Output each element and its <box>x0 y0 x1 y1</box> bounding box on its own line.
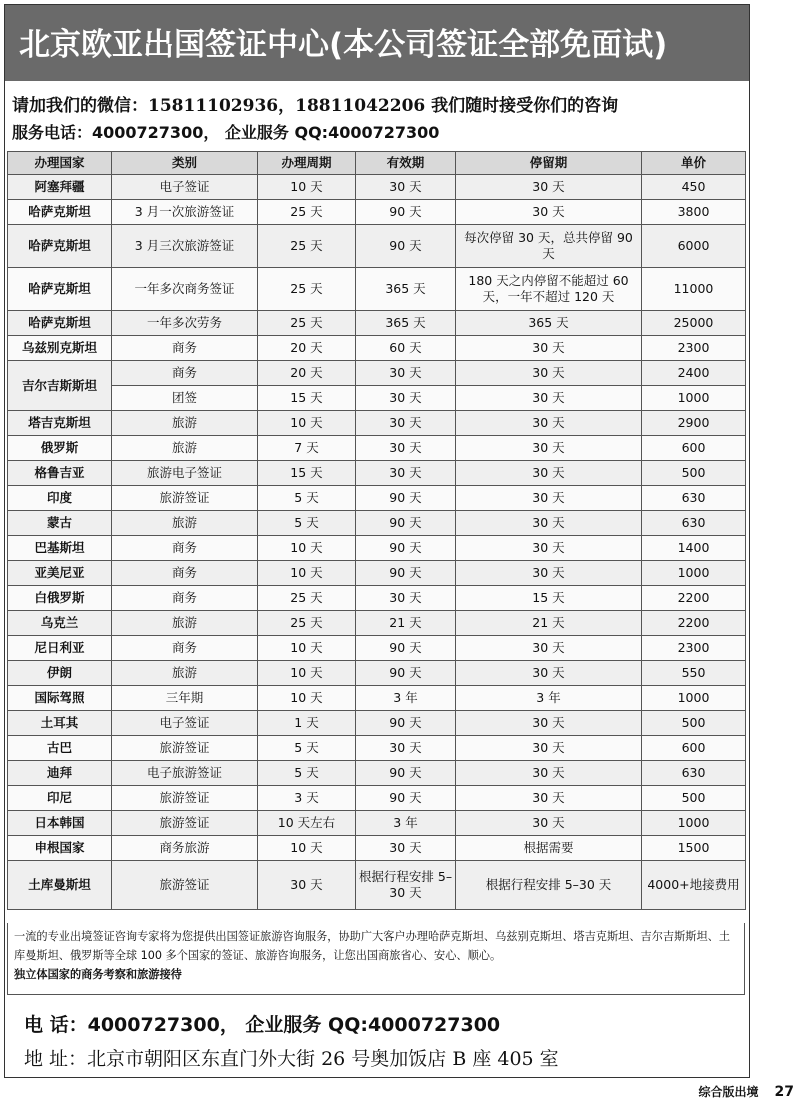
cell-stay: 30 天 <box>456 361 642 386</box>
cell-stay: 根据需要 <box>456 836 642 861</box>
cell-country: 乌兹别克斯坦 <box>8 336 112 361</box>
header-validity: 有效期 <box>356 152 456 175</box>
cell-stay: 30 天 <box>456 175 642 200</box>
cell-country: 迪拜 <box>8 761 112 786</box>
table-row <box>8 311 746 336</box>
cell-type: 旅游签证 <box>112 811 258 836</box>
cell-stay: 30 天 <box>456 636 642 661</box>
table-row <box>8 586 746 611</box>
cell-country: 土耳其 <box>8 711 112 736</box>
visa-price-table <box>7 151 746 910</box>
cell-type: 商务 <box>112 536 258 561</box>
cell-country: 尼日利亚 <box>8 636 112 661</box>
wechat-line: 请加我们的微信：15811102936，18811042206 我们随时接受你们的咨询 <box>12 96 619 116</box>
cell-country: 蒙古 <box>8 511 112 536</box>
cell-type: 电子签证 <box>112 175 258 200</box>
cell-period: 3 天 <box>258 786 356 811</box>
cell-stay: 30 天 <box>456 711 642 736</box>
cell-stay: 30 天 <box>456 336 642 361</box>
visa-table-wrap <box>7 151 745 910</box>
cell-type: 旅游 <box>112 436 258 461</box>
cell-validity: 30 天 <box>356 436 456 461</box>
cell-stay: 30 天 <box>456 436 642 461</box>
table-row <box>8 786 746 811</box>
cell-validity: 90 天 <box>356 200 456 225</box>
cell-stay: 180 天之内停留不能超过 60 天，一年不超过 120 天 <box>456 268 642 311</box>
cell-country: 白俄罗斯 <box>8 586 112 611</box>
cell-period: 1 天 <box>258 711 356 736</box>
cell-period: 10 天 <box>258 636 356 661</box>
cell-period: 10 天 <box>258 536 356 561</box>
cell-stay: 30 天 <box>456 761 642 786</box>
cell-price: 1500 <box>642 836 746 861</box>
cell-price: 1000 <box>642 686 746 711</box>
cell-type: 旅游电子签证 <box>112 461 258 486</box>
cell-price: 600 <box>642 736 746 761</box>
cell-validity: 30 天 <box>356 361 456 386</box>
cell-country: 古巴 <box>8 736 112 761</box>
cell-type: 旅游 <box>112 611 258 636</box>
cell-stay: 365 天 <box>456 311 642 336</box>
cell-validity: 90 天 <box>356 511 456 536</box>
cell-type: 旅游 <box>112 661 258 686</box>
cell-type: 旅游签证 <box>112 786 258 811</box>
cell-stay: 15 天 <box>456 586 642 611</box>
cell-type: 3 月一次旅游签证 <box>112 200 258 225</box>
contact-address: 地 址：北京市朝阳区东直门外大街 26 号奥加饭店 B 座 405 室 <box>24 1048 559 1070</box>
cell-period: 25 天 <box>258 586 356 611</box>
cell-country: 塔吉克斯坦 <box>8 411 112 436</box>
cell-stay: 30 天 <box>456 661 642 686</box>
cell-validity: 90 天 <box>356 225 456 268</box>
cell-price: 2900 <box>642 411 746 436</box>
table-row <box>8 811 746 836</box>
cell-country: 俄罗斯 <box>8 436 112 461</box>
table-header-row <box>8 152 746 175</box>
header-country: 办理国家 <box>8 152 112 175</box>
cell-validity: 90 天 <box>356 761 456 786</box>
cell-type: 三年期 <box>112 686 258 711</box>
cell-type: 团签 <box>112 386 258 411</box>
contact-phone: 电 话：4000727300， 企业服务 QQ:4000727300 <box>24 1014 501 1036</box>
cell-stay: 根据行程安排 5–30 天 <box>456 861 642 910</box>
cell-price: 600 <box>642 436 746 461</box>
cell-validity: 90 天 <box>356 536 456 561</box>
cell-validity: 3 年 <box>356 686 456 711</box>
cell-type: 一年多次劳务 <box>112 311 258 336</box>
cell-validity: 90 天 <box>356 786 456 811</box>
cell-stay: 30 天 <box>456 511 642 536</box>
page-footer <box>699 1083 795 1100</box>
cell-stay: 30 天 <box>456 386 642 411</box>
cell-period: 5 天 <box>258 761 356 786</box>
cell-type: 一年多次商务签证 <box>112 268 258 311</box>
header-price: 单价 <box>642 152 746 175</box>
cell-period: 5 天 <box>258 486 356 511</box>
cell-stay: 30 天 <box>456 536 642 561</box>
table-row <box>8 761 746 786</box>
cell-type: 旅游签证 <box>112 861 258 910</box>
cell-validity: 90 天 <box>356 711 456 736</box>
cell-period: 10 天左右 <box>258 811 356 836</box>
cell-validity: 21 天 <box>356 611 456 636</box>
cell-type: 旅游 <box>112 411 258 436</box>
cell-period: 25 天 <box>258 311 356 336</box>
cell-country: 哈萨克斯坦 <box>8 268 112 311</box>
cell-price: 500 <box>642 786 746 811</box>
cell-country: 国际驾照 <box>8 686 112 711</box>
cell-price: 2300 <box>642 336 746 361</box>
cell-period: 5 天 <box>258 736 356 761</box>
cell-type: 旅游签证 <box>112 486 258 511</box>
header-stay: 停留期 <box>456 152 642 175</box>
table-row <box>8 536 746 561</box>
cell-period: 7 天 <box>258 436 356 461</box>
cell-validity: 30 天 <box>356 411 456 436</box>
cell-type: 商务 <box>112 586 258 611</box>
cell-stay: 3 年 <box>456 686 642 711</box>
footer-section: 综合版出境 <box>698 1085 759 1099</box>
cell-period: 5 天 <box>258 511 356 536</box>
cell-validity: 30 天 <box>356 386 456 411</box>
cell-country: 土库曼斯坦 <box>8 861 112 910</box>
cell-price: 2300 <box>642 636 746 661</box>
cell-period: 25 天 <box>258 225 356 268</box>
cell-period: 10 天 <box>258 411 356 436</box>
table-row <box>8 511 746 536</box>
cell-country: 印尼 <box>8 786 112 811</box>
table-row <box>8 686 746 711</box>
notes-box <box>7 923 745 995</box>
footer-page-number: 27 <box>774 1084 794 1100</box>
table-row <box>8 411 746 436</box>
cell-country: 申根国家 <box>8 836 112 861</box>
table-row <box>8 386 746 411</box>
cell-type: 商务 <box>112 336 258 361</box>
cell-validity: 30 天 <box>356 836 456 861</box>
cell-validity: 3 年 <box>356 811 456 836</box>
cell-period: 10 天 <box>258 686 356 711</box>
cell-type: 3 月三次旅游签证 <box>112 225 258 268</box>
cell-country: 哈萨克斯坦 <box>8 225 112 268</box>
cell-period: 10 天 <box>258 175 356 200</box>
cell-validity: 365 天 <box>356 268 456 311</box>
cell-stay: 30 天 <box>456 411 642 436</box>
cell-stay: 30 天 <box>456 461 642 486</box>
cell-country: 阿塞拜疆 <box>8 175 112 200</box>
cell-stay: 30 天 <box>456 561 642 586</box>
cell-period: 10 天 <box>258 561 356 586</box>
cell-price: 1000 <box>642 561 746 586</box>
cell-price: 4000+地接费用 <box>642 861 746 910</box>
cell-validity: 30 天 <box>356 461 456 486</box>
cell-type: 电子签证 <box>112 711 258 736</box>
table-row <box>8 268 746 311</box>
cell-type: 商务旅游 <box>112 836 258 861</box>
cell-type: 电子旅游签证 <box>112 761 258 786</box>
cell-country: 印度 <box>8 486 112 511</box>
cell-period: 20 天 <box>258 361 356 386</box>
cell-country: 乌克兰 <box>8 611 112 636</box>
table-row <box>8 175 746 200</box>
header-type: 类别 <box>112 152 258 175</box>
cell-stay: 21 天 <box>456 611 642 636</box>
cell-validity: 30 天 <box>356 175 456 200</box>
table-row <box>8 836 746 861</box>
cell-validity: 365 天 <box>356 311 456 336</box>
banner-title: 北京欧亚出国签证中心(本公司签证全部免面试) <box>19 27 668 63</box>
table-row <box>8 461 746 486</box>
cell-price: 1000 <box>642 386 746 411</box>
table-row <box>8 736 746 761</box>
table-row <box>8 711 746 736</box>
notes-line-1: 一流的专业出境签证咨询专家将为您提供出国签证旅游咨询服务，协助广大客户办理哈萨克斯坦、乌兹别克斯坦、塔吉克斯坦、吉尔吉斯斯坦、土库曼斯坦、俄罗斯等全球 100 多个国家的签证、旅游咨询服务，让您出国商旅省心、安心、顺心。 <box>14 930 731 962</box>
cell-period: 25 天 <box>258 200 356 225</box>
cell-price: 500 <box>642 461 746 486</box>
cell-country: 巴基斯坦 <box>8 536 112 561</box>
cell-period: 10 天 <box>258 661 356 686</box>
title-banner <box>5 5 749 81</box>
table-row <box>8 436 746 461</box>
cell-stay: 30 天 <box>456 786 642 811</box>
cell-validity: 90 天 <box>356 561 456 586</box>
cell-type: 商务 <box>112 636 258 661</box>
cell-type: 商务 <box>112 561 258 586</box>
header-period: 办理周期 <box>258 152 356 175</box>
cell-validity: 90 天 <box>356 661 456 686</box>
cell-type: 商务 <box>112 361 258 386</box>
table-row <box>8 225 746 268</box>
table-row <box>8 361 746 386</box>
table-row <box>8 486 746 511</box>
table-row <box>8 611 746 636</box>
cell-stay: 每次停留 30 天，总共停留 90 天 <box>456 225 642 268</box>
service-line: 服务电话：4000727300， 企业服务 QQ:4000727300 <box>12 123 440 142</box>
cell-country: 伊朗 <box>8 661 112 686</box>
table-row <box>8 636 746 661</box>
cell-period: 25 天 <box>258 268 356 311</box>
cell-stay: 30 天 <box>456 486 642 511</box>
table-row <box>8 200 746 225</box>
cell-country: 格鲁吉亚 <box>8 461 112 486</box>
cell-period: 25 天 <box>258 611 356 636</box>
cell-price: 630 <box>642 511 746 536</box>
table-row <box>8 336 746 361</box>
cell-period: 15 天 <box>258 386 356 411</box>
cell-validity: 30 天 <box>356 586 456 611</box>
cell-stay: 30 天 <box>456 736 642 761</box>
cell-validity: 60 天 <box>356 336 456 361</box>
cell-price: 630 <box>642 761 746 786</box>
cell-price: 500 <box>642 711 746 736</box>
cell-price: 2200 <box>642 611 746 636</box>
cell-validity: 90 天 <box>356 636 456 661</box>
cell-stay: 30 天 <box>456 811 642 836</box>
cell-type: 旅游签证 <box>112 736 258 761</box>
cell-price: 2200 <box>642 586 746 611</box>
cell-price: 630 <box>642 486 746 511</box>
cell-validity: 90 天 <box>356 486 456 511</box>
cell-period: 20 天 <box>258 336 356 361</box>
notes-line-2: 独立体国家的商务考察和旅游接待 <box>14 968 182 981</box>
table-body <box>8 175 746 910</box>
table-row <box>8 861 746 910</box>
cell-country: 吉尔吉斯斯坦 <box>8 361 112 411</box>
cell-period: 15 天 <box>258 461 356 486</box>
cell-validity: 根据行程安排 5–30 天 <box>356 861 456 910</box>
cell-country: 哈萨克斯坦 <box>8 200 112 225</box>
table-row <box>8 661 746 686</box>
cell-price: 25000 <box>642 311 746 336</box>
cell-validity: 30 天 <box>356 736 456 761</box>
cell-price: 1400 <box>642 536 746 561</box>
cell-country: 日本韩国 <box>8 811 112 836</box>
cell-price: 2400 <box>642 361 746 386</box>
table-row <box>8 561 746 586</box>
cell-period: 10 天 <box>258 836 356 861</box>
cell-country: 亚美尼亚 <box>8 561 112 586</box>
cell-period: 30 天 <box>258 861 356 910</box>
cell-stay: 30 天 <box>456 200 642 225</box>
cell-type: 旅游 <box>112 511 258 536</box>
cell-price: 450 <box>642 175 746 200</box>
cell-price: 550 <box>642 661 746 686</box>
cell-country: 哈萨克斯坦 <box>8 311 112 336</box>
cell-price: 6000 <box>642 225 746 268</box>
cell-price: 1000 <box>642 811 746 836</box>
cell-price: 3800 <box>642 200 746 225</box>
cell-price: 11000 <box>642 268 746 311</box>
